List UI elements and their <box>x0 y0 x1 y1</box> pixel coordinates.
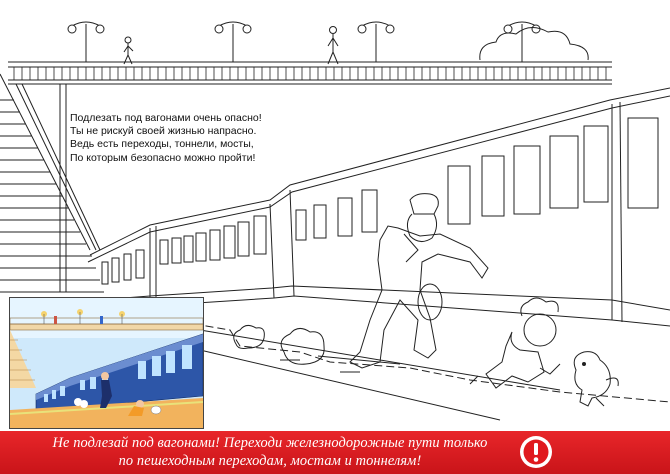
lamp-posts <box>68 22 540 62</box>
poem-line: Ведь есть переходы, тоннели, мосты, <box>70 138 254 151</box>
exclamation-circle-icon <box>518 434 554 470</box>
dust-clouds <box>234 325 400 364</box>
colored-reference-picture <box>9 297 204 429</box>
poem-text <box>70 112 262 165</box>
poem-line: Подлезать под вагонами очень опасно! <box>70 112 262 124</box>
railway-worker <box>350 194 488 368</box>
banner-line-1: Не подлезай под вагонами! Переходи железнодорожные пути только <box>52 435 488 451</box>
puppy <box>574 352 618 406</box>
platform <box>170 320 670 420</box>
poem-line: По которым безопасно можно пройти! <box>70 151 256 164</box>
colored-scene-illustration <box>10 298 203 428</box>
banner-line-2: по пешеходным переходам, мостам и тоннелям! <box>118 453 422 469</box>
warning-banner <box>0 431 670 474</box>
pedestrians-on-bridge <box>124 27 338 65</box>
poem-line: Ты не рискуй своей жизнью напрасно. <box>70 125 257 138</box>
pedestrian-bridge <box>8 62 612 84</box>
girl-crawling <box>470 298 560 388</box>
staircase <box>0 74 104 292</box>
banner-message <box>28 434 512 470</box>
